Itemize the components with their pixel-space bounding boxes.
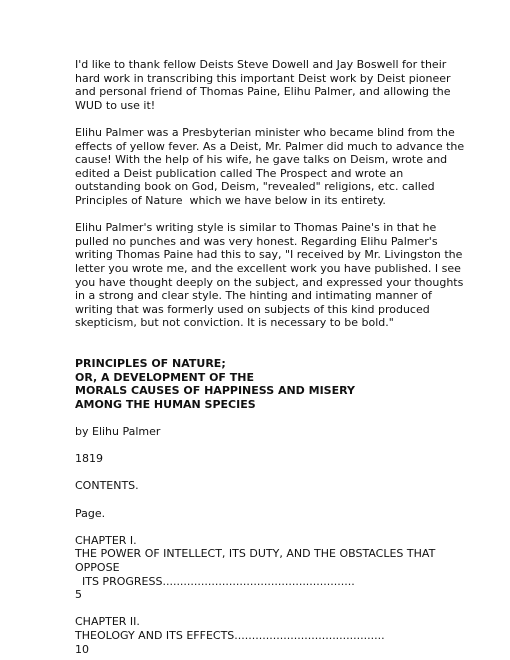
book-title-line: MORALS CAUSES OF HAPPINESS AND MISERY [75, 384, 355, 398]
text-line: I'd like to thank fellow Deists Steve Dowell and Jay Boswell for their [75, 58, 447, 71]
toc-entry-chapter-1 [75, 534, 475, 602]
book-author [75, 425, 475, 439]
text-line: Elihu Palmer's writing style is similar to Thomas Paine's in that he [75, 221, 437, 235]
text-line: outstanding book on God, Deism, "revealed" religions, etc. called [75, 180, 435, 194]
contents-heading-line: CONTENTS. [75, 479, 139, 493]
chapter-label: CHAPTER II. [75, 615, 140, 629]
contents-heading [75, 479, 475, 493]
book-title-line: OR, A DEVELOPMENT OF THE [75, 370, 254, 384]
text-line: effects of yellow fever. As a Deist, Mr. Palmer did much to advance the [75, 139, 465, 153]
book-title-line: AMONG THE HUMAN SPECIES [75, 397, 256, 411]
book-year [75, 452, 475, 466]
intro-paragraph-3 [75, 221, 475, 330]
text-line: writing that was formerly used on subjects of this kind produced [75, 302, 430, 316]
year-line: 1819 [75, 452, 103, 466]
text-line: Principles of Nature which we have below in its entirety. [75, 193, 386, 207]
spacer [75, 208, 475, 222]
spacer [75, 411, 475, 425]
book-title [75, 357, 475, 411]
chapter-page-number: 5 [75, 588, 82, 602]
text-line: in a strong and clear style. The hinting and intimating manner of [75, 289, 432, 303]
chapter-page-number: 10 [75, 642, 89, 656]
chapter-title-line: ITS PROGRESS....................................................... [75, 574, 355, 588]
text-line: WUD to use it! [75, 98, 156, 112]
text-line: pulled no punches and was very honest. Regarding Elihu Palmer's [75, 234, 438, 248]
chapter-title-line: THEOLOGY AND ITS EFFECTS........................................... [75, 628, 385, 642]
page-heading [75, 507, 475, 521]
spacer [75, 520, 475, 534]
spacer [75, 602, 475, 616]
chapter-title-line: THE POWER OF INTELLECT, ITS DUTY, AND THE OBSTACLES THAT [75, 547, 436, 561]
text-line: cause! With the help of his wife, he gave talks on Deism, wrote and [75, 153, 448, 167]
text-line: you have thought deeply on the subject, and expressed your thoughts [75, 275, 464, 289]
text-line: letter you wrote me, and the excellent work you have published. I see [75, 261, 461, 275]
text-line: and personal friend of Thomas Paine, Elihu Palmer, and allowing the [75, 85, 451, 99]
spacer [75, 466, 475, 480]
spacer [75, 112, 475, 126]
document-page [75, 58, 475, 656]
chapter-title-line: OPPOSE [75, 560, 120, 574]
page-heading-line: Page. [75, 506, 106, 520]
text-line: edited a Deist publication called The Prospect and wrote an [75, 166, 404, 180]
text-line: hard work in transcribing this important Deist work by Deist pioneer [75, 71, 451, 85]
author-line: by Elihu Palmer [75, 425, 161, 439]
chapter-label: CHAPTER I. [75, 533, 137, 547]
intro-paragraph-2 [75, 126, 475, 208]
spacer [75, 439, 475, 453]
spacer [75, 493, 475, 507]
text-line: Elihu Palmer was a Presbyterian minister who became blind from the [75, 125, 455, 139]
book-title-line: PRINCIPLES OF NATURE; [75, 357, 226, 371]
toc-entry-chapter-2 [75, 615, 475, 656]
text-line: writing Thomas Paine had this to say, "I received by Mr. Livingston the [75, 248, 463, 262]
intro-paragraph-1 [75, 58, 475, 112]
spacer [75, 330, 475, 357]
text-line: skepticism, but not conviction. It is necessary to be bold." [75, 316, 394, 330]
